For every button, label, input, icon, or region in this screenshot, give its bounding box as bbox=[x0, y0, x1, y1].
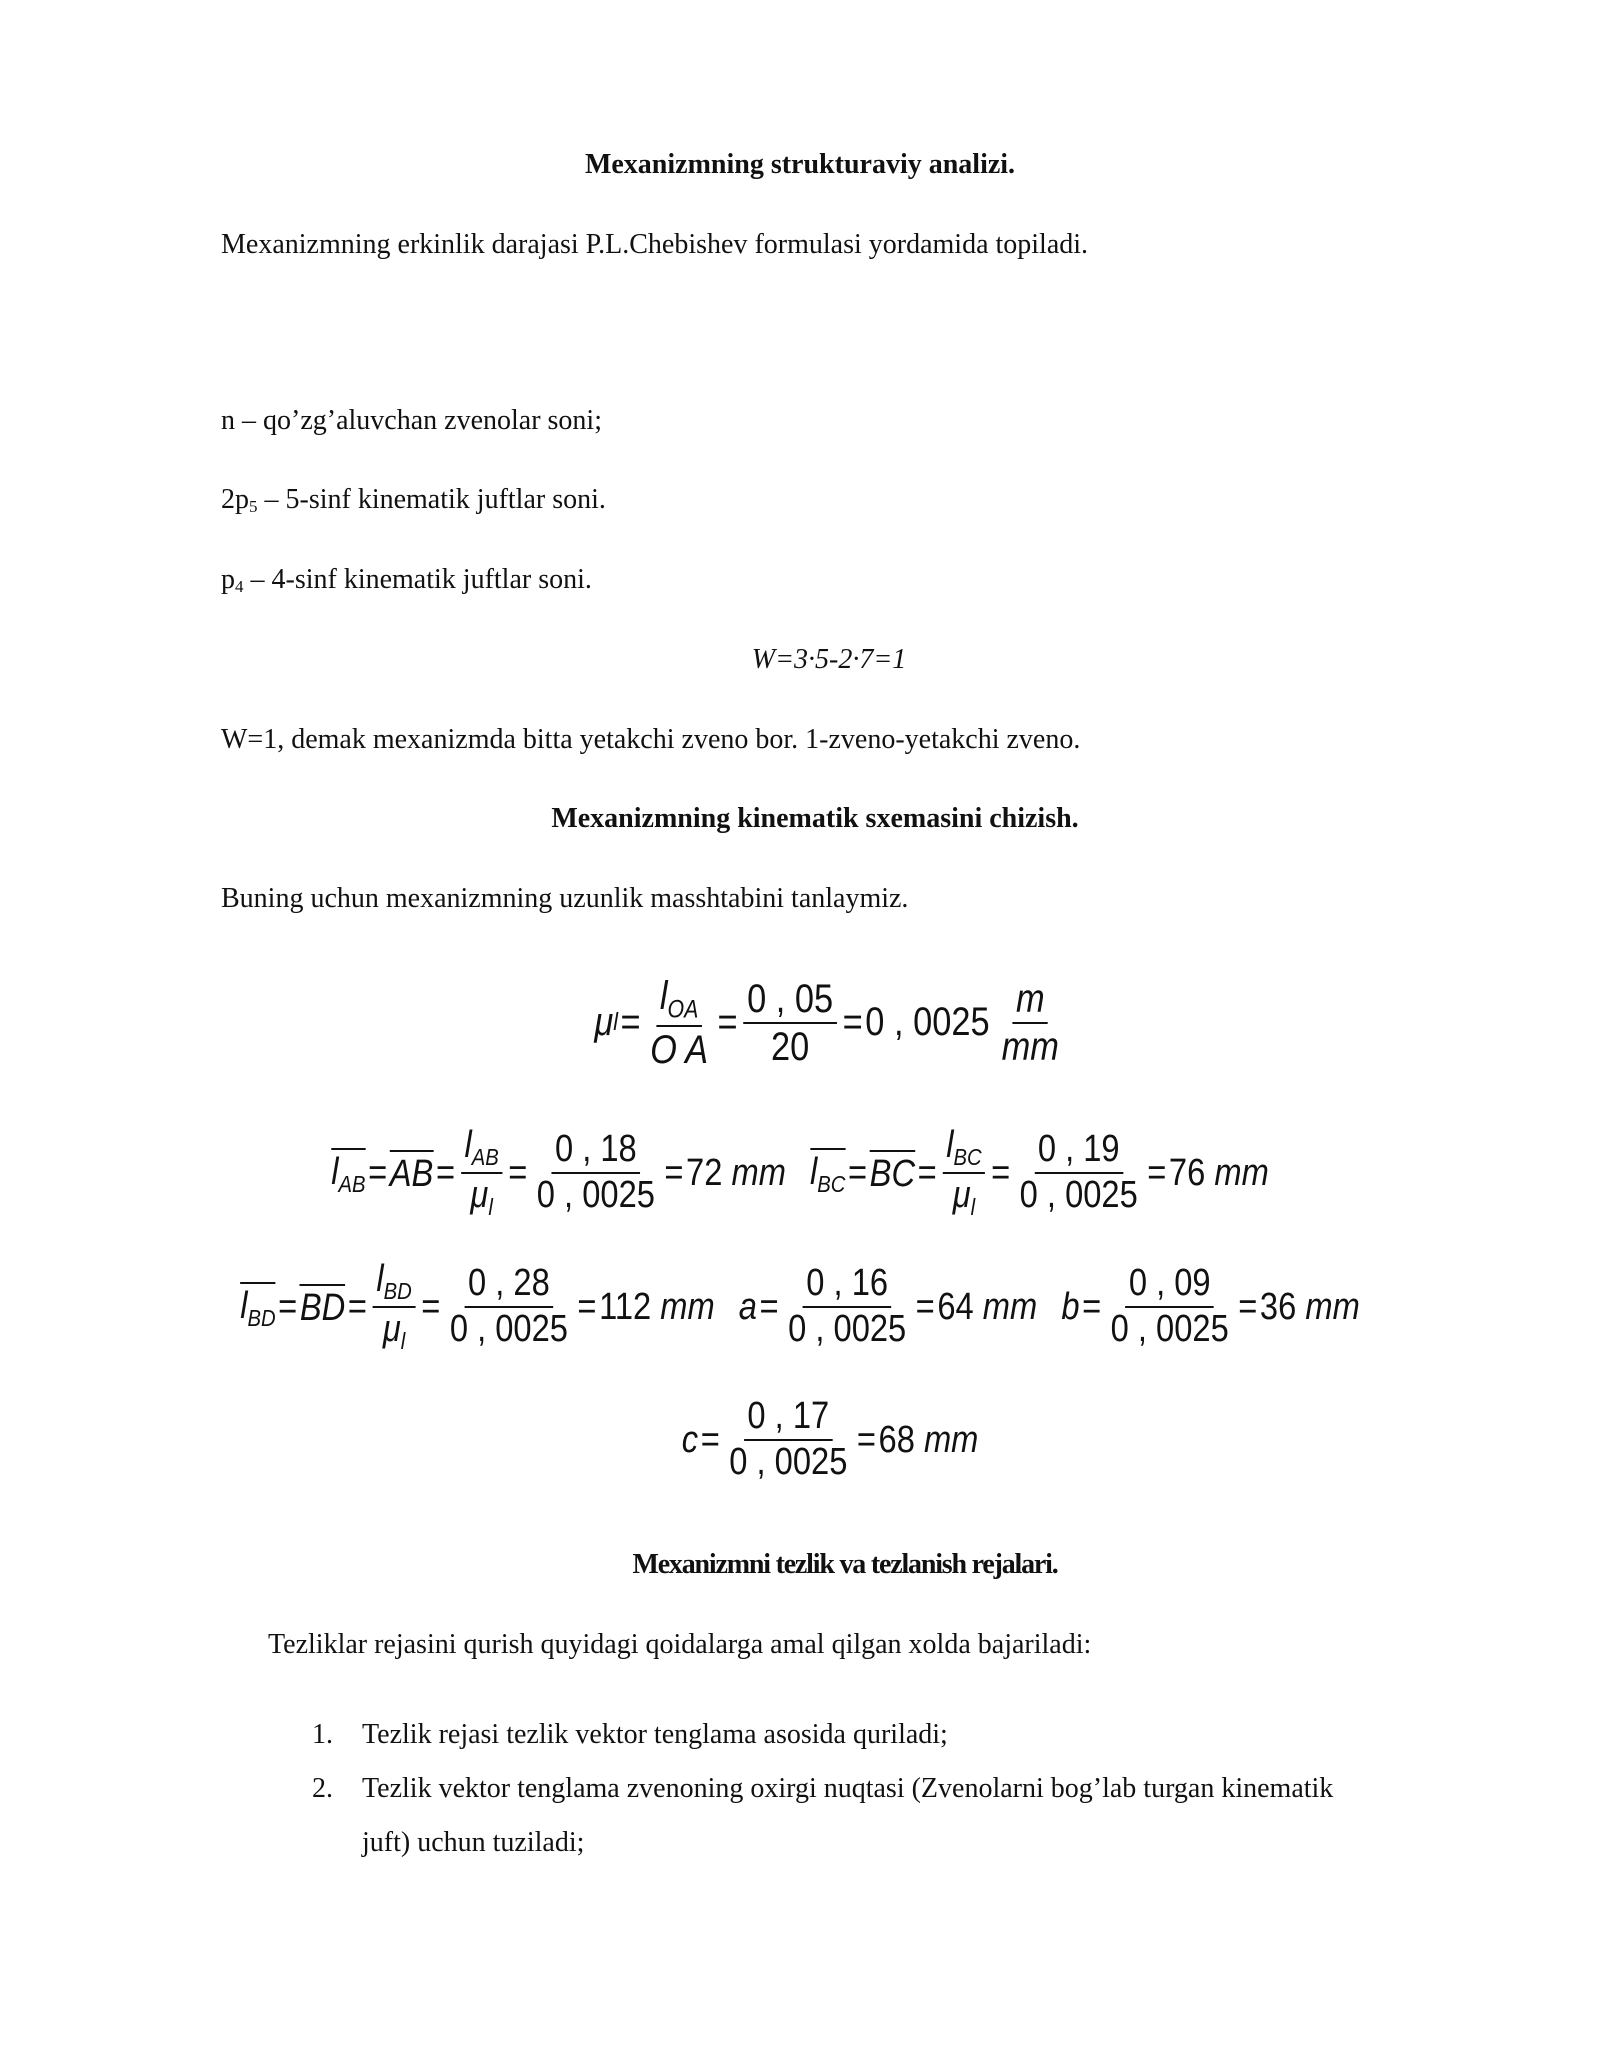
fraction-value bbox=[744, 978, 837, 1068]
unit-fraction bbox=[998, 978, 1062, 1068]
ab-denominator: 0 , 0025 bbox=[536, 1174, 655, 1216]
paragraph-velocity-rules: Tezliklar rejasini qurish quyidagi qoidalarga amal qilgan xolda bajariladi: bbox=[268, 1629, 1092, 1660]
formula-bc: $l_{BC}$ = BC = $\frac{l_{BC}}{\mu_l}$ = $\frac{0 , 19}{0 , 0025}$ = 76 mm bbox=[810, 1124, 1269, 1221]
a-denominator: 0 , 0025 bbox=[788, 1308, 907, 1350]
bd-numerator: 0 , 28 bbox=[465, 1264, 554, 1308]
definition-p4-text: – 4-sinf kinematik juftlar soni. bbox=[243, 564, 592, 595]
list-item: juft) uchun tuziladi; bbox=[362, 1827, 585, 1858]
definition-p5 bbox=[221, 483, 606, 517]
c-denominator: 0 , 0025 bbox=[729, 1441, 848, 1483]
ab-result: 72 bbox=[686, 1151, 723, 1194]
bd-denominator: 0 , 0025 bbox=[449, 1308, 568, 1350]
bc-result: 76 bbox=[1168, 1151, 1206, 1194]
ab-numerator: 0 , 18 bbox=[552, 1130, 641, 1174]
paragraph-leading-link: W=1, demak mexanizmda bitta yetakchi zveno bor. 1-zveno-yetakchi zveno. bbox=[221, 724, 1081, 755]
formula-length-scale: μ l = $\frac{l_{OA}}{\text{O A}}$ = $\frac{0 , 05}{20}$ = 0 , 0025 $\frac{m}{mm}$ bbox=[112, 958, 1488, 1088]
segment-oa: O A bbox=[650, 1028, 709, 1073]
formula-b: b = $\frac{0 , 09}{0 , 0025}$ = 36 mm bbox=[1061, 1262, 1360, 1350]
rules-list bbox=[300, 1708, 1480, 1870]
bd-result: 112 bbox=[599, 1285, 652, 1328]
segment-bd: BD bbox=[300, 1284, 345, 1330]
formula-row-ab-bc bbox=[112, 1118, 1488, 1228]
heading-kinematic-scheme: Mexanizmning kinematik sxemasini chizish. bbox=[551, 803, 1079, 834]
l-subscript-oa: OA bbox=[667, 996, 699, 1024]
mu-symbol: μ bbox=[594, 1000, 614, 1045]
formula-bd: $l_{BD}$ = BD = $\frac{l_{BD}}{\mu_l}$ = $\frac{0 , 28}{0 , 0025}$ = 112 mm bbox=[240, 1258, 715, 1355]
l-symbol: l bbox=[659, 973, 668, 1018]
c-result: 68 bbox=[878, 1418, 915, 1461]
heading-structural-analysis: Mexanizmning strukturaviy analizi. bbox=[584, 149, 1016, 180]
definition-p5-text: – 5-sinf kinematik juftlar soni. bbox=[257, 484, 606, 515]
fraction-loa-oa bbox=[647, 975, 712, 1072]
b-denominator: 0 , 0025 bbox=[1110, 1308, 1229, 1350]
definition-p4-subscript: 4 bbox=[235, 577, 244, 596]
definition-p5-prefix: 2p bbox=[221, 484, 249, 515]
segment-ab: AB bbox=[390, 1150, 434, 1196]
formula-row-c bbox=[112, 1385, 1488, 1495]
heading-velocity-plans: Mexanizmni tezlik va tezlanish rejalari. bbox=[632, 1549, 1058, 1580]
paragraph-length-scale: Buning uchun mexanizmning uzunlik masshtabini tanlaymiz. bbox=[221, 883, 909, 914]
list-item: 2. Tezlik vektor tenglama zvenoning oxirgi nuqtasi (Zvenolarni bog’lab turgan kinematik bbox=[312, 1773, 1334, 1804]
formula-w: W=3·5-2·7=1 bbox=[751, 644, 907, 675]
definition-n: n – qo’zg’aluvchan zvenolar soni; bbox=[221, 405, 602, 436]
unit-numerator: m bbox=[1013, 978, 1049, 1024]
unit-denominator: mm bbox=[1001, 1024, 1059, 1069]
formula-ab: $l_{AB}$ = AB = $\frac{l_{AB}}{\mu_l}$ = $\frac{0 , 18}{0 , 0025}$ = 72 mm bbox=[331, 1124, 786, 1221]
mu-subscript: l bbox=[613, 1008, 618, 1036]
definition-p5-subscript: 5 bbox=[249, 497, 258, 516]
scale-result: 0 , 0025 bbox=[865, 1000, 990, 1045]
value-denominator: 20 bbox=[770, 1024, 810, 1069]
b-result: 36 bbox=[1259, 1285, 1297, 1328]
formula-row-bd-a-b bbox=[112, 1252, 1488, 1362]
list-item: 1. Tezlik rejasi tezlik vektor tenglama asosida quriladi; bbox=[312, 1719, 948, 1750]
formula-c: c = $\frac{0 , 17}{0 , 0025}$ = 68 mm bbox=[681, 1395, 979, 1483]
b-numerator: 0 , 09 bbox=[1125, 1264, 1214, 1308]
a-numerator: 0 , 16 bbox=[803, 1264, 892, 1308]
formula-a: a = $\frac{0 , 16}{0 , 0025}$ = 64 mm bbox=[738, 1262, 1038, 1350]
definition-p4 bbox=[221, 563, 592, 597]
bc-numerator: 0 , 19 bbox=[1034, 1130, 1123, 1174]
c-numerator: 0 , 17 bbox=[744, 1397, 833, 1441]
a-result: 64 bbox=[937, 1285, 974, 1328]
bc-denominator: 0 , 0025 bbox=[1019, 1174, 1138, 1216]
segment-bc: BC bbox=[870, 1150, 915, 1196]
value-numerator: 0 , 05 bbox=[744, 978, 837, 1024]
definition-p4-prefix: p bbox=[221, 564, 235, 595]
paragraph-freedom-degree: Mexanizmning erkinlik darajasi P.L.Chebishev formulasi yordamida topiladi. bbox=[221, 229, 1089, 260]
